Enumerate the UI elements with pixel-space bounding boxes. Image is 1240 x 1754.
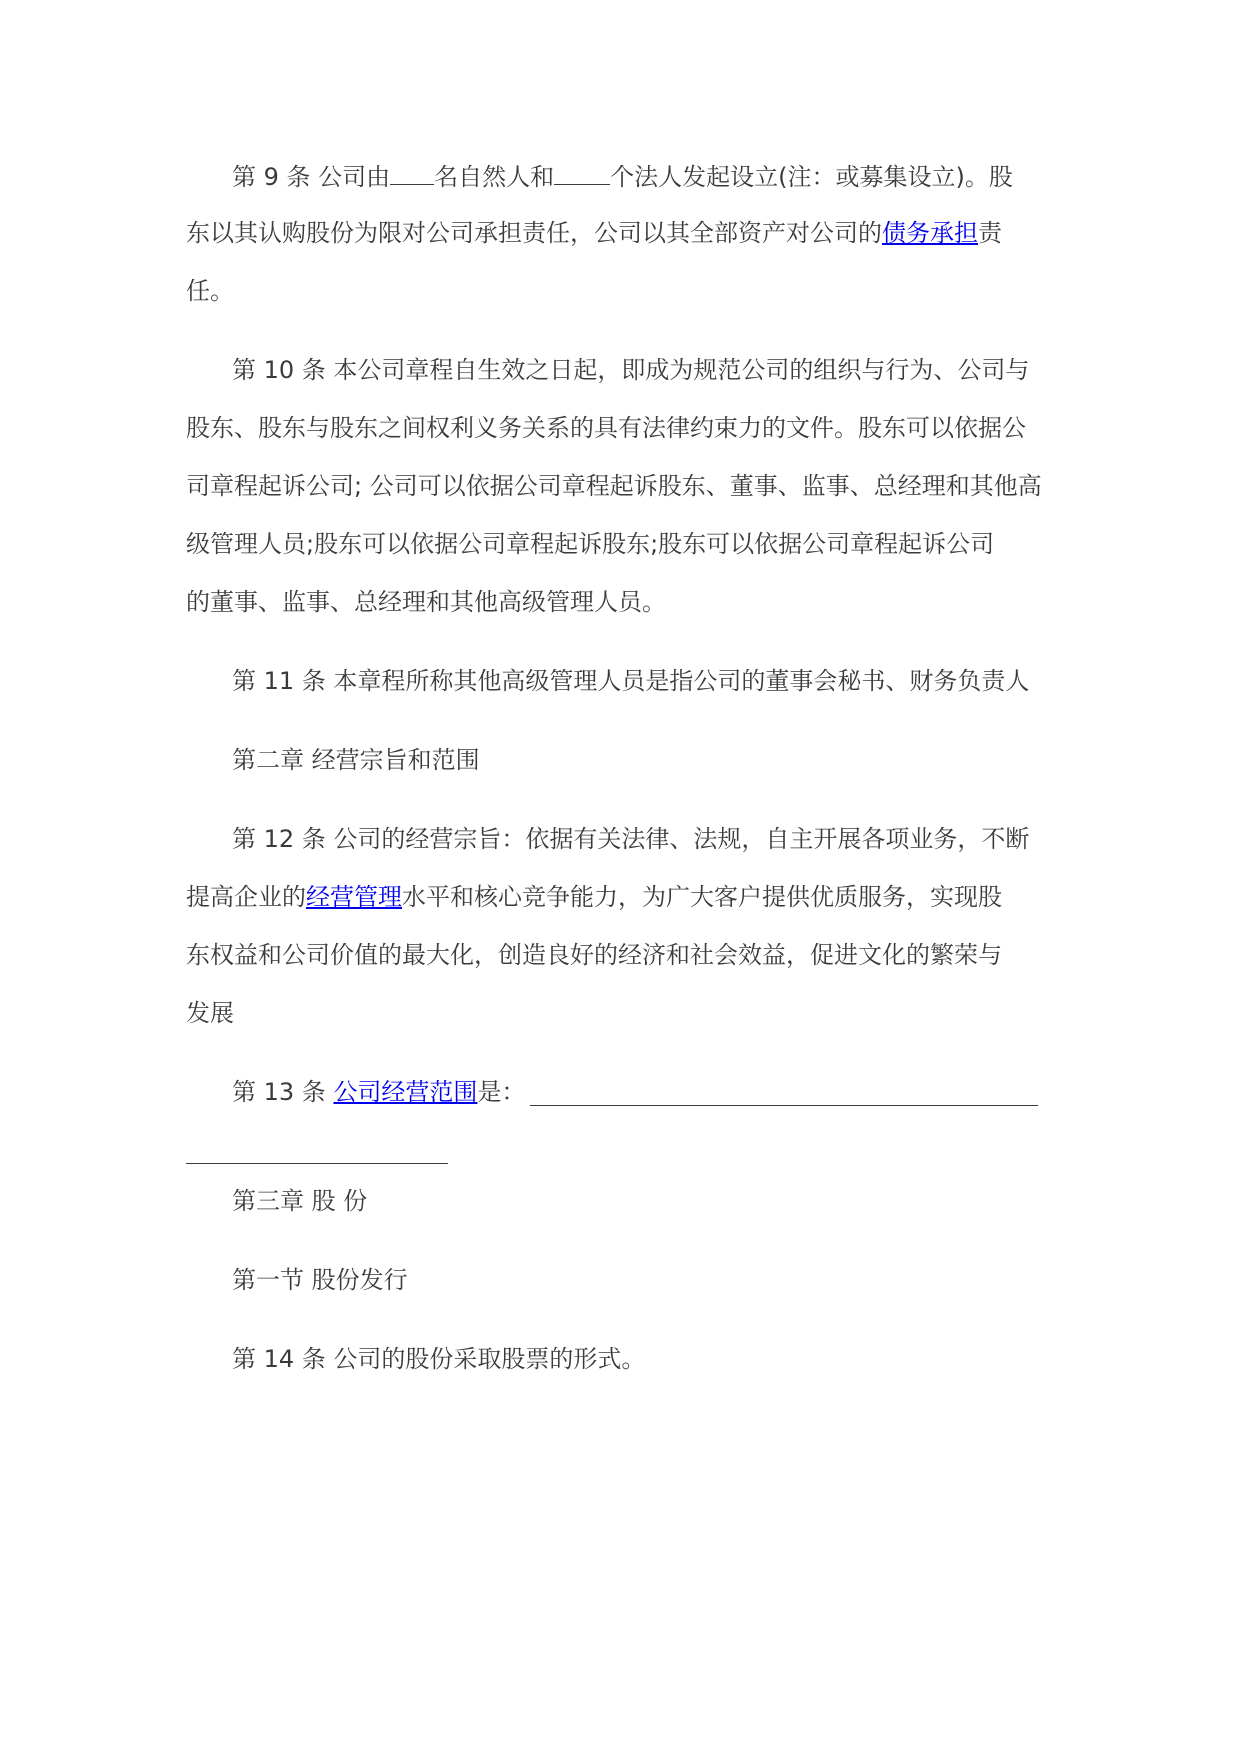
article-10-line-3: 司章程起诉公司; 公司可以依据公司章程起诉股东、董事、监事、总经理和其他高 [186, 472, 1042, 500]
article-12-line-3: 东权益和公司价值的最大化，创造良好的经济和社会效益，促进文化的繁荣与 [186, 941, 1002, 969]
article-9-prefix: 第 9 条 公司由 [232, 163, 391, 191]
chapter-2-heading: 第二章 经营宗旨和范围 [232, 746, 480, 774]
business-scope-blank-line-1[interactable] [530, 1105, 1038, 1106]
business-scope-blank-line-2[interactable] [186, 1163, 448, 1164]
article-10-line-1: 第 10 条 本公司章程自生效之日起，即成为规范公司的组织与行为、公司与 [232, 356, 1030, 384]
article-12-line-4: 发展 [186, 999, 234, 1027]
article-14-line-1: 第 14 条 公司的股份采取股票的形式。 [232, 1345, 646, 1373]
article-10-line-2: 股东、股东与股东之间权利义务关系的具有法律约束力的文件。股东可以依据公 [186, 414, 1026, 442]
article-9-after-blank: 个法人发起设立(注：或募集设立)。股 [610, 163, 1013, 191]
article-9-line-1 [232, 160, 1013, 192]
section-1-heading: 第一节 股份发行 [232, 1266, 408, 1294]
article-12-line2-post: 水平和核心竞争能力，为广大客户提供优质服务，实现股 [402, 883, 1002, 911]
business-management-link[interactable]: 经营管理 [306, 883, 402, 911]
article-9-line2-post: 责 [978, 219, 1002, 247]
article-11-line-1: 第 11 条 本章程所称其他高级管理人员是指公司的董事会秘书、财务负责人 [232, 667, 1030, 695]
blank-field-natural-persons[interactable] [390, 160, 434, 185]
article-10-line-5: 的董事、监事、总经理和其他高级管理人员。 [186, 588, 666, 616]
article-9-line-2 [186, 218, 1002, 248]
article-9-line2-pre: 东以其认购股份为限对公司承担责任，公司以其全部资产对公司的 [186, 219, 882, 247]
article-13-suffix: 是： [477, 1078, 526, 1106]
article-10-line-4: 级管理人员;股东可以依据公司章程起诉股东;股东可以依据公司章程起诉公司 [186, 530, 995, 558]
article-9-line-3: 任。 [186, 277, 234, 305]
article-13-prefix: 第 13 条 [232, 1078, 334, 1106]
article-9-mid: 名自然人和 [434, 163, 555, 191]
chapter-3-heading: 第三章 股 份 [232, 1187, 368, 1215]
blank-field-legal-persons[interactable] [554, 160, 610, 185]
article-13-line-1 [232, 1077, 525, 1107]
article-12-line-2 [186, 882, 1002, 912]
article-12-line-1: 第 12 条 公司的经营宗旨：依据有关法律、法规，自主开展各项业务，不断 [232, 825, 1030, 853]
business-scope-link[interactable]: 公司经营范围 [333, 1078, 478, 1106]
debt-liability-link[interactable]: 债务承担 [882, 219, 978, 247]
article-12-line2-pre: 提高企业的 [186, 883, 306, 911]
